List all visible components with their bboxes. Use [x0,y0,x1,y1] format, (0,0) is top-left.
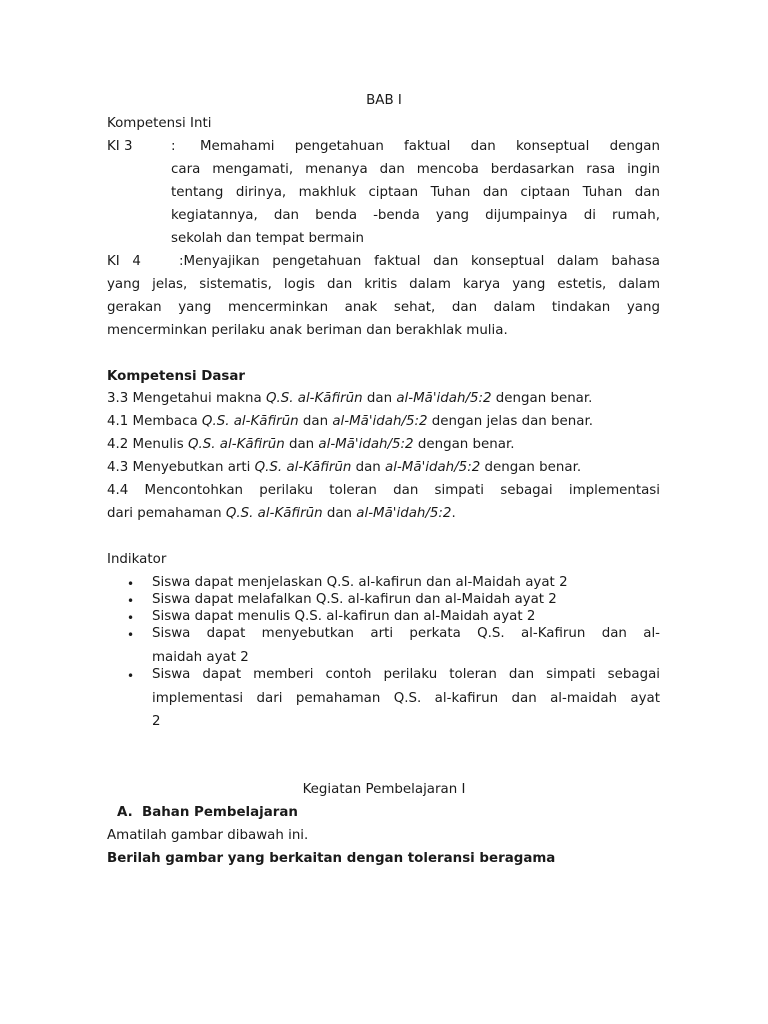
kd-surah: Q.S. al-Kāfirūn [201,414,299,429]
kd-item-44-line1: 4.4 Mencontohkan perilaku toleran dan simpati sebagai implementasi [107,483,660,498]
chapter-title: BAB I [366,93,402,108]
ki4-line: mencerminkan perilaku anak beriman dan berakhlak mulia. [107,323,508,338]
kd-text: 4.1 Membaca [107,414,202,429]
indikator-item-continuation: maidah ayat 2 [152,650,249,665]
ki3-colon: : [171,139,176,154]
task-text: Berilah gambar yang berkaitan dengan toleransi beragama [107,851,556,866]
kd-item-44-line2 [107,506,456,521]
kd-surah: Q.S. al-Kāfirūn [254,460,352,475]
kd-item [107,460,581,475]
ki3-line: Memahami pengetahuan faktual dan konseptual dengan [200,139,660,154]
kd-surah: al-Mā'idah/5:2 [356,506,452,521]
kd-text: dan [351,460,386,475]
kd-surah: Q.S. al-Kāfirūn [188,437,285,452]
indikator-item: Siswa dapat menjelaskan Q.S. al-kafirun dan al-Maidah ayat 2 [152,575,568,590]
kd-text: dengan benar. [413,437,515,452]
kd-text: dan [284,437,319,452]
ki4-line: gerakan yang mencerminkan anak sehat, dan dalam tindakan yang [107,300,660,315]
kd-text: dan [362,391,397,406]
ki3-line: cara mengamati, menanya dan mencoba berdasarkan rasa ingin [171,162,660,177]
ki3-line: sekolah dan tempat bermain [171,231,365,246]
bullet-icon: • [127,577,135,591]
indikator-item: Siswa dapat melafalkan Q.S. al-kafirun dan al-Maidah ayat 2 [152,592,557,607]
ki3-label: KI 3 [107,139,133,154]
kompetensi-inti-heading: Kompetensi Inti [107,116,212,131]
kd-text: dengan benar. [480,460,582,475]
instruction-text: Amatilah gambar dibawah ini. [107,828,309,843]
bullet-icon: • [127,611,135,625]
indikator-item: Siswa dapat menyebutkan arti perkata Q.S. al-Kafirun dan al- [152,626,660,641]
kd-surah: al-Mā'idah/5:2 [396,391,492,406]
ki4-line: yang jelas, sistematis, logis dan kritis dalam karya yang estetis, dalam [107,277,660,292]
ki3-line: kegiatannya, dan benda -benda yang dijumpainya di rumah, [171,208,660,223]
kd-surah: Q.S. al-Kāfirūn [225,506,323,521]
kegiatan-title: Kegiatan Pembelajaran I [302,782,466,797]
kd-text: dengan benar. [491,391,593,406]
kd-text: dengan jelas dan benar. [427,414,593,429]
kd-surah: al-Mā'idah/5:2 [385,460,481,475]
kd-item [107,391,592,406]
indikator-heading: Indikator [107,552,167,567]
indikator-item: Siswa dapat memberi contoh perilaku toleran dan simpati sebagai [152,667,660,682]
kd-surah: Q.S. al-Kāfirūn [265,391,363,406]
indikator-item-continuation: 2 [152,714,161,729]
kd-text: 3.3 Mengetahui makna [107,391,266,406]
indikator-item-continuation: implementasi dari pemahaman Q.S. al-kafirun dan al-maidah ayat [152,691,660,706]
kd-text: dan [322,506,357,521]
kd-surah: al-Mā'idah/5:2 [332,414,428,429]
kd-text: dan [298,414,333,429]
kd-item [107,437,515,452]
kd-surah: al-Mā'idah/5:2 [318,437,414,452]
kd-text: . [451,506,456,521]
kompetensi-dasar-heading: Kompetensi Dasar [107,369,245,384]
section-a-heading: A. Bahan Pembelajaran [117,805,298,820]
kd-text: 4.2 Menulis [107,437,188,452]
ki3-line: tentang dirinya, makhluk ciptaan Tuhan dan ciptaan Tuhan dan [171,185,660,200]
kd-text: dari pemahaman [107,506,226,521]
bullet-icon: • [127,669,135,683]
bullet-icon: • [127,594,135,608]
kd-item [107,414,593,429]
indikator-item: Siswa dapat menulis Q.S. al-kafirun dan al-Maidah ayat 2 [152,609,536,624]
ki4-line: KI 4 :Menyajikan pengetahuan faktual dan konseptual dalam bahasa [107,254,660,269]
kd-text: 4.3 Menyebutkan arti [107,460,255,475]
bullet-icon: • [127,628,135,642]
